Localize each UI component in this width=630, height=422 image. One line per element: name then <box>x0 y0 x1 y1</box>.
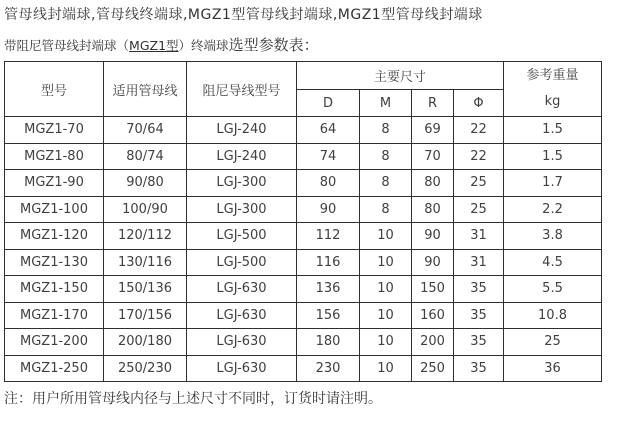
table-cell: 156 <box>297 302 360 329</box>
table-cell: 170/156 <box>104 302 187 329</box>
table-cell: LGJ-630 <box>187 276 297 303</box>
table-cell: 31 <box>454 249 504 276</box>
table-cell: 69 <box>412 117 454 144</box>
page-title: 管母线封端球,管母线终端球,MGZ1型管母线封端球,MGZ1型管母线封端球 <box>4 7 483 23</box>
table-cell: 10 <box>360 276 412 303</box>
table-cell: 10 <box>360 302 412 329</box>
table-row <box>5 302 602 329</box>
table-row <box>5 276 602 303</box>
header-dim-m: M <box>360 90 412 117</box>
header-row-1 <box>5 62 602 90</box>
subtitle <box>4 34 630 55</box>
table-cell: 8 <box>360 117 412 144</box>
table-cell: 180 <box>297 329 360 356</box>
table-cell: 10.8 <box>504 302 602 329</box>
table-cell: 10 <box>360 223 412 250</box>
table-cell: 35 <box>454 329 504 356</box>
table-row <box>5 355 602 382</box>
subtitle-prefix: 带阻尼管母线封端球 <box>4 38 117 53</box>
header-weight-label: 参考重量 <box>526 68 579 83</box>
table-cell: 31 <box>454 223 504 250</box>
table-cell: 2.2 <box>504 196 602 223</box>
table-cell: LGJ-300 <box>187 170 297 197</box>
table-row <box>5 249 602 276</box>
table-cell: 1.5 <box>504 143 602 170</box>
header-model: 型号 <box>5 62 104 117</box>
table-cell: 80 <box>412 170 454 197</box>
table-cell: 4.5 <box>504 249 602 276</box>
table-cell: 35 <box>454 355 504 382</box>
table-cell: LGJ-240 <box>187 117 297 144</box>
table-cell: 35 <box>454 276 504 303</box>
table-cell: 150/136 <box>104 276 187 303</box>
table-cell: MGZ1-100 <box>5 196 104 223</box>
table-cell: MGZ1-130 <box>5 249 104 276</box>
table-cell: 10 <box>360 355 412 382</box>
table-cell: 116 <box>297 249 360 276</box>
table-cell: 80/74 <box>104 143 187 170</box>
table-cell: 1.5 <box>504 117 602 144</box>
table-cell: LGJ-630 <box>187 302 297 329</box>
table-cell: MGZ1-120 <box>5 223 104 250</box>
table-row <box>5 329 602 356</box>
table-cell: 8 <box>360 143 412 170</box>
table-cell: 250 <box>412 355 454 382</box>
table-cell: LGJ-500 <box>187 249 297 276</box>
table-cell: 160 <box>412 302 454 329</box>
table-cell: 80 <box>297 170 360 197</box>
table-cell: 35 <box>454 302 504 329</box>
table-cell: LGJ-300 <box>187 196 297 223</box>
table-cell: 5.5 <box>504 276 602 303</box>
table-cell: 200 <box>412 329 454 356</box>
table-cell: 22 <box>454 143 504 170</box>
table-cell: 22 <box>454 117 504 144</box>
table-cell: MGZ1-170 <box>5 302 104 329</box>
table-cell: 1.7 <box>504 170 602 197</box>
header-busbar: 适用管母线 <box>104 62 187 117</box>
table-cell: 8 <box>360 170 412 197</box>
subtitle-paren-open: （ <box>116 38 130 53</box>
table-cell: 90 <box>412 249 454 276</box>
table-cell: 64 <box>297 117 360 144</box>
table-cell: 136 <box>297 276 360 303</box>
subtitle-terminal-label: 终端球 <box>191 38 229 53</box>
footnote: 注：用户所用管母线内径与上述尺寸不同时，订货时请注明。 <box>4 391 382 407</box>
table-cell: LGJ-630 <box>187 355 297 382</box>
table-row <box>5 170 602 197</box>
table-cell: 250/230 <box>104 355 187 382</box>
table-cell: 25 <box>454 196 504 223</box>
table-row <box>5 143 602 170</box>
table-cell: 112 <box>297 223 360 250</box>
table-cell: 3.8 <box>504 223 602 250</box>
table-cell: LGJ-630 <box>187 329 297 356</box>
table-cell: 230 <box>297 355 360 382</box>
table-cell: MGZ1-200 <box>5 329 104 356</box>
table-cell: 200/180 <box>104 329 187 356</box>
subtitle-table-caption: 选型参数表： <box>228 36 319 54</box>
spec-table-body <box>5 117 602 382</box>
table-cell: 90 <box>412 223 454 250</box>
table-cell: 120/112 <box>104 223 187 250</box>
spec-table <box>4 61 602 382</box>
subtitle-model-link[interactable]: MGZ1型 <box>129 38 179 53</box>
header-damping-wire: 阻尼导线型号 <box>187 62 297 117</box>
table-cell: 150 <box>412 276 454 303</box>
subtitle-paren-close: ） <box>178 38 192 53</box>
table-row <box>5 117 602 144</box>
header-dim-d: D <box>297 90 360 117</box>
header-weight-unit: kg <box>544 94 561 109</box>
table-cell: MGZ1-70 <box>5 117 104 144</box>
header-weight <box>504 62 602 117</box>
table-row <box>5 223 602 250</box>
header-dim-phi: Φ <box>454 90 504 117</box>
header-main-dimensions: 主要尺寸 <box>297 62 504 90</box>
table-cell: 70 <box>412 143 454 170</box>
table-row <box>5 196 602 223</box>
table-cell: 10 <box>360 249 412 276</box>
table-cell: LGJ-240 <box>187 143 297 170</box>
table-cell: MGZ1-80 <box>5 143 104 170</box>
table-cell: 25 <box>454 170 504 197</box>
table-cell: 36 <box>504 355 602 382</box>
table-cell: MGZ1-250 <box>5 355 104 382</box>
header-dim-r: R <box>412 90 454 117</box>
table-cell: 10 <box>360 329 412 356</box>
table-cell: LGJ-500 <box>187 223 297 250</box>
table-cell: 8 <box>360 196 412 223</box>
table-cell: MGZ1-90 <box>5 170 104 197</box>
table-cell: 25 <box>504 329 602 356</box>
table-cell: 74 <box>297 143 360 170</box>
table-cell: MGZ1-150 <box>5 276 104 303</box>
table-cell: 90/80 <box>104 170 187 197</box>
table-cell: 90 <box>297 196 360 223</box>
table-cell: 80 <box>412 196 454 223</box>
table-cell: 100/90 <box>104 196 187 223</box>
table-cell: 130/116 <box>104 249 187 276</box>
table-cell: 70/64 <box>104 117 187 144</box>
